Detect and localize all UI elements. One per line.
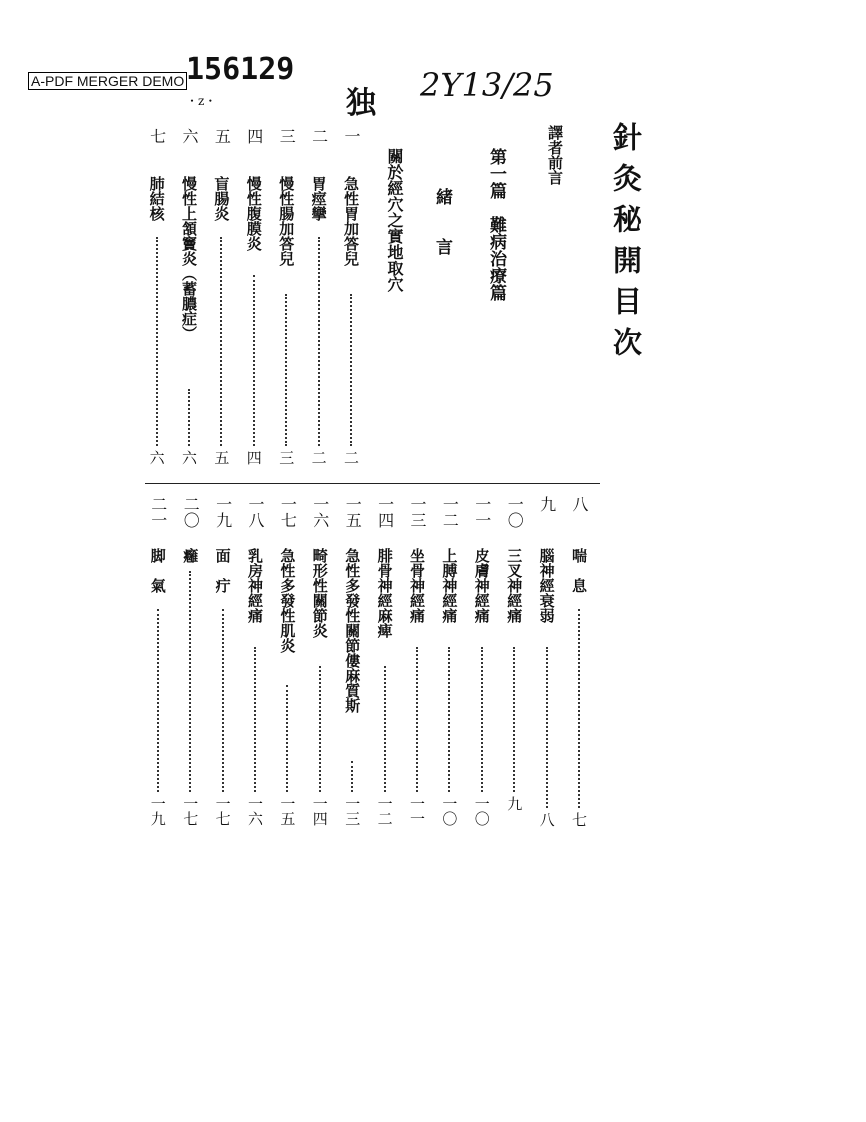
dot-leader xyxy=(481,647,483,792)
toc-entry[interactable] xyxy=(178,128,200,478)
entry-label: 腦神經衰弱 xyxy=(537,548,556,623)
entry-label: 喘 息 xyxy=(570,548,588,593)
entry-page-number: 三 xyxy=(277,450,296,465)
entry-page-number: 六 xyxy=(147,450,166,465)
toc-entry[interactable] xyxy=(146,128,168,478)
toc-entry[interactable] xyxy=(438,496,460,846)
entry-page-number: 九 xyxy=(505,796,524,811)
entry-page-number: 一四 xyxy=(310,796,329,826)
entry-label: 皮膚神經痛 xyxy=(472,548,491,623)
entry-label: 畸形性關節炎 xyxy=(310,548,329,638)
entry-label: 胃痙攣 xyxy=(309,176,328,221)
toc-entry[interactable] xyxy=(212,496,234,846)
entry-number: 一〇 xyxy=(505,496,525,528)
dot-leader xyxy=(220,237,222,446)
section-acupoint-location: 關於經穴之實地取穴 xyxy=(385,148,404,292)
toc-entry[interactable] xyxy=(340,128,362,478)
entry-label: 腓骨神經麻痺 xyxy=(375,548,394,638)
dot-leader xyxy=(188,389,190,446)
section-part-one: 第一篇 難病治療篇 xyxy=(486,148,506,301)
toc-entry[interactable] xyxy=(374,496,396,846)
entry-number: 一八 xyxy=(246,496,265,528)
page-title: 針灸秘開目次 xyxy=(609,122,643,368)
handwritten-char: 独 xyxy=(346,86,376,121)
entry-label: 急性胃加答兒 xyxy=(342,176,360,266)
dot-leader xyxy=(578,609,580,808)
entry-number: 三 xyxy=(277,128,297,144)
entry-page-number: 一九 xyxy=(148,796,167,826)
toc-entry[interactable] xyxy=(276,496,298,846)
entry-number: 八 xyxy=(570,496,589,512)
toc-entry[interactable] xyxy=(244,496,266,846)
entry-label: 坐骨神經痛 xyxy=(408,548,426,623)
entry-number: 一一 xyxy=(472,496,492,528)
entry-page-number: 四 xyxy=(244,450,263,465)
handwritten-note: 2Y13/25 xyxy=(420,66,554,104)
dot-leader xyxy=(285,294,287,446)
toc-entry[interactable] xyxy=(568,496,590,846)
stamp-number: 156129 xyxy=(186,52,295,87)
toc-entry[interactable] xyxy=(243,128,265,478)
entry-number: 九 xyxy=(537,496,557,512)
entry-page-number: 一七 xyxy=(181,796,200,826)
watermark: A-PDF MERGER DEMO xyxy=(28,72,187,90)
entry-number: 七 xyxy=(147,128,167,144)
divider xyxy=(145,483,600,484)
section-translator-preface: 譯者前言 xyxy=(546,125,564,185)
dot-leader xyxy=(157,609,159,792)
entry-page-number: 一一 xyxy=(408,796,426,826)
entry-label: 急性多發性關節僂麻質斯 xyxy=(343,548,362,713)
entry-page-number: 一七 xyxy=(213,796,232,826)
toc-entry[interactable] xyxy=(406,496,428,846)
entry-label: 慢性上頷竇炎（蓄膿症） xyxy=(180,176,198,341)
entry-page-number: 七 xyxy=(570,812,588,827)
toc-entry[interactable] xyxy=(275,128,297,478)
entry-label: 慢性腸加答兒 xyxy=(277,176,296,266)
entry-number: 二 xyxy=(309,128,329,144)
dot-leader xyxy=(384,666,386,792)
dot-leader xyxy=(416,647,418,792)
dot-leader xyxy=(546,647,548,808)
entry-page-number: 二 xyxy=(309,450,328,465)
entry-page-number: 一二 xyxy=(375,796,394,826)
entry-label: 慢性腹膜炎 xyxy=(244,176,263,251)
entry-number: 五 xyxy=(212,128,232,144)
toc-entry[interactable] xyxy=(308,128,330,478)
entry-label: 急性多發性肌炎 xyxy=(278,548,297,653)
toc-entry[interactable] xyxy=(536,496,558,846)
dot-leader xyxy=(253,275,255,446)
entry-page-number: 一〇 xyxy=(440,796,459,826)
toc-entry[interactable] xyxy=(471,496,493,846)
entry-page-number: 二 xyxy=(342,450,360,465)
entry-page-number: 一三 xyxy=(343,796,362,826)
toc-entry[interactable] xyxy=(309,496,331,846)
entry-number: 四 xyxy=(244,128,264,144)
entry-number: 一三 xyxy=(408,496,427,528)
entry-label: 盲腸炎 xyxy=(212,176,231,221)
entry-number: 一五 xyxy=(343,496,363,528)
dot-leader xyxy=(254,647,256,792)
dot-leader xyxy=(318,237,320,446)
entry-number: 一 xyxy=(342,128,361,144)
stamp-small: ・z・ xyxy=(186,94,217,108)
entry-label: 癰 xyxy=(181,548,200,563)
dot-leader xyxy=(286,685,288,792)
dot-leader xyxy=(319,666,321,792)
dot-leader xyxy=(350,294,352,446)
entry-label: 面 疔 xyxy=(213,548,232,593)
entry-page-number: 八 xyxy=(537,812,556,827)
dot-leader xyxy=(351,761,353,792)
entry-number: 六 xyxy=(180,128,199,144)
entry-page-number: 一〇 xyxy=(472,796,491,826)
toc-entry[interactable] xyxy=(179,496,201,846)
entry-number: 二一 xyxy=(148,496,168,528)
entry-label: 三叉神經痛 xyxy=(505,548,524,623)
dot-leader xyxy=(513,647,515,792)
entry-number: 二〇 xyxy=(181,496,201,528)
dot-leader xyxy=(448,647,450,792)
entry-number: 一二 xyxy=(440,496,460,528)
entry-label: 脚 氣 xyxy=(148,548,167,593)
toc-entry[interactable] xyxy=(147,496,169,846)
toc-entry[interactable] xyxy=(341,496,363,846)
toc-entry[interactable] xyxy=(210,128,232,478)
dot-leader xyxy=(189,571,191,792)
section-introduction: 緒 言 xyxy=(432,188,452,263)
entry-page-number: 五 xyxy=(212,450,231,465)
entry-page-number: 一六 xyxy=(246,796,264,826)
entry-page-number: 六 xyxy=(180,450,198,465)
entry-number: 一四 xyxy=(375,496,395,528)
entry-label: 上膊神經痛 xyxy=(440,548,459,623)
entry-number: 一六 xyxy=(310,496,330,528)
dot-leader xyxy=(156,237,158,446)
entry-number: 一七 xyxy=(278,496,298,528)
entry-page-number: 一五 xyxy=(278,796,297,826)
entry-label: 乳房神經痛 xyxy=(246,548,264,623)
toc-entry[interactable] xyxy=(503,496,525,846)
dot-leader xyxy=(222,609,224,792)
entry-label: 肺結核 xyxy=(147,176,166,221)
entry-number: 一九 xyxy=(213,496,233,528)
